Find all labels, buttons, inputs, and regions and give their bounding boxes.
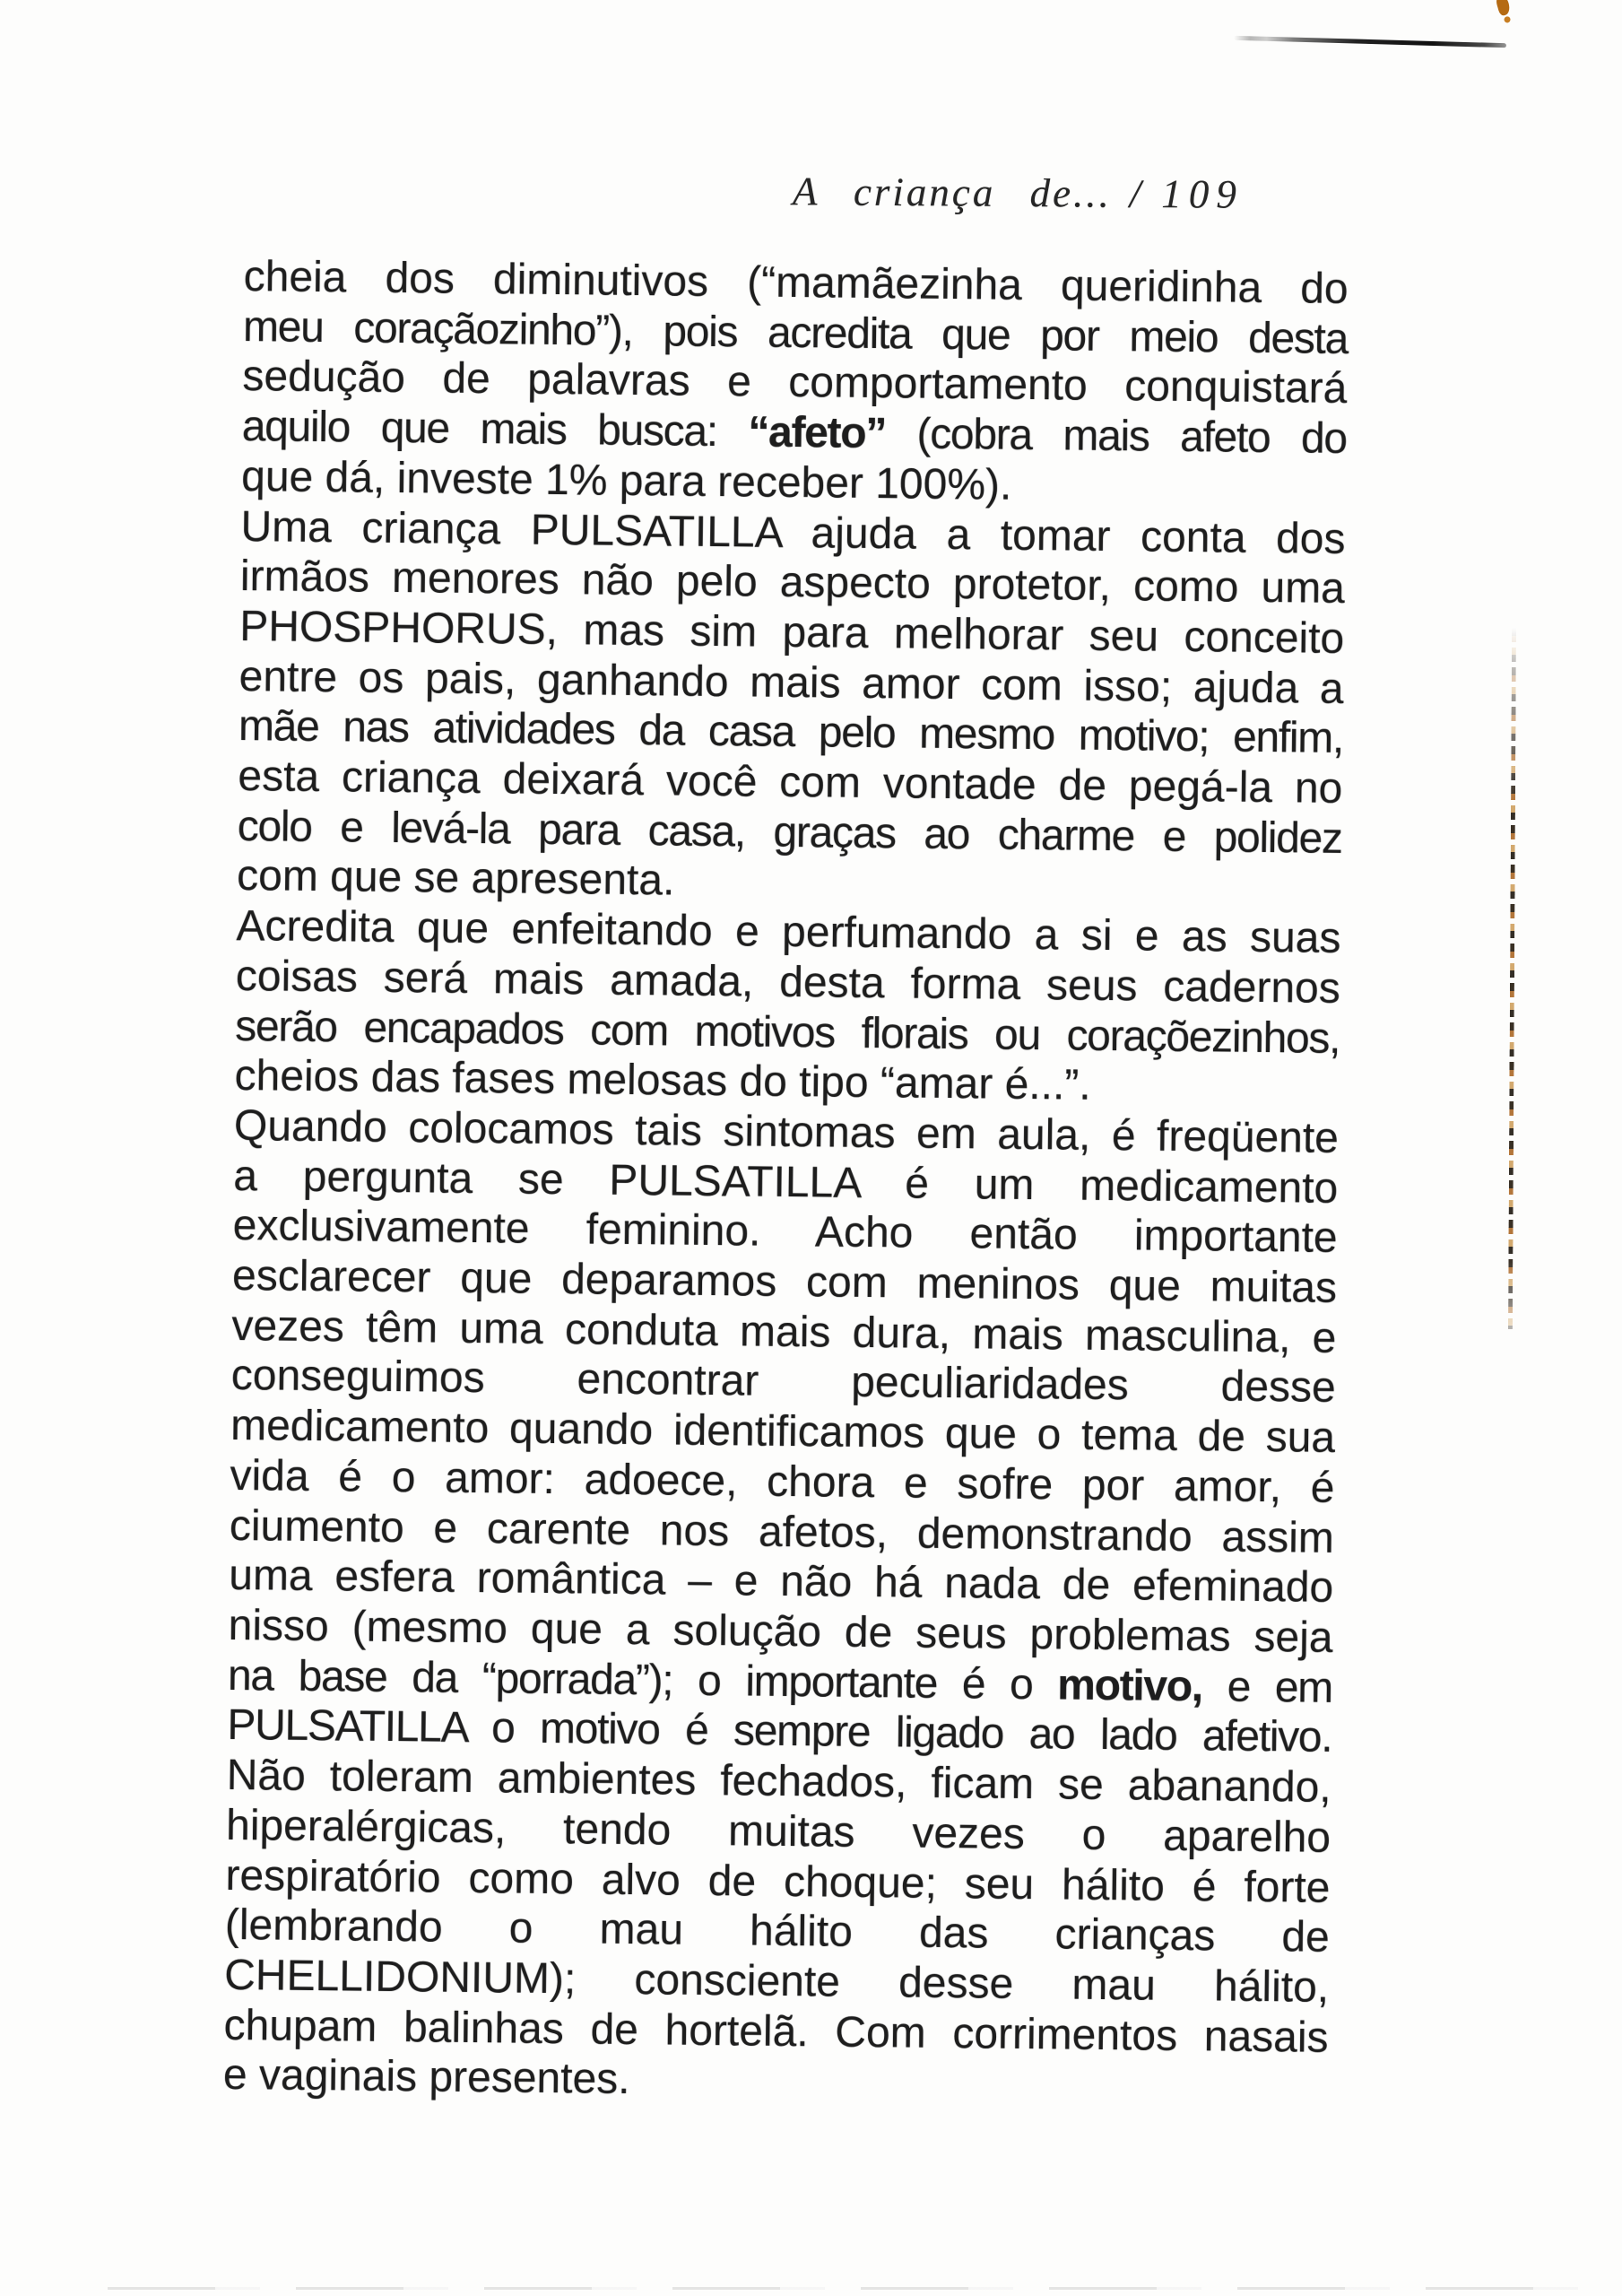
text-segment: conseguimos encontrar peculiaridades desse: [230, 1352, 1337, 1413]
text-segment: irmãos menores não pelo aspecto protetor, como uma: [239, 552, 1346, 613]
text-segment: esta criança deixará você com vontade de pegá-la no: [238, 752, 1343, 813]
text-segment: com que se apresenta.: [236, 852, 675, 905]
text-segment: Quando colocamos tais sintomas em aula, é freqüente: [233, 1101, 1340, 1162]
text-segment: cheia dos diminutivos (“mamãezinha queridinha do: [243, 253, 1349, 313]
text-segment: CHELLIDONIUM); consciente desse mau hálito,: [223, 1951, 1330, 2012]
running-header: [793, 167, 1244, 219]
text-segment: exclusivamente feminino. Acho então importante: [232, 1202, 1338, 1263]
text-segment: e em: [1201, 1662, 1333, 1712]
text-segment: Não toleram ambientes fechados, ficam se abanando,: [226, 1751, 1331, 1812]
text-segment: serão encapados com motivos florais ou coraçõezinhos,: [234, 1002, 1340, 1063]
header-title: A criança de...: [792, 169, 1113, 216]
bottom-edge-scan-artifact: [72, 2287, 1607, 2290]
text-segment: aquilo que mais busca:: [241, 403, 749, 457]
text-segment: (cobra mais afeto do: [885, 410, 1348, 464]
text-segment: esclarecer que deparamos com meninos que muitas: [231, 1252, 1338, 1312]
text-segment: a pergunta se PULSATILLA é um medicamento: [233, 1152, 1339, 1213]
right-edge-scratch-artifact: [1508, 628, 1516, 1329]
pen-scratch-top-artifact: [1234, 36, 1506, 48]
text-block: [223, 252, 1349, 2113]
page-number: 109: [1161, 171, 1245, 217]
text-segment: meu coraçãozinho”), pois acredita que por meio desta: [242, 302, 1349, 363]
text-segment: cheios das fases melosas do tipo “amar é...”.: [234, 1052, 1091, 1110]
text-segment: Uma criança PULSATILLA ajuda a tomar conta dos: [240, 502, 1346, 563]
text-segment: uma esfera romântica – e não há nada de efeminado: [228, 1552, 1334, 1613]
text-segment: e vaginais presentes.: [222, 2051, 630, 2104]
text-segment: hiperalérgicas, tendo muitas vezes o aparelho: [225, 1801, 1331, 1862]
text-segment: vezes têm uma conduta mais dura, mais masculina, e: [231, 1301, 1337, 1362]
text-segment: medicamento quando identificamos que o tema de sua: [230, 1402, 1336, 1463]
text-segment: PHOSPHORUS, mas sim para melhorar seu conceito: [239, 602, 1345, 663]
text-segment: coisas será mais amada, desta forma seus cadernos: [235, 952, 1341, 1013]
header-separator: /: [1129, 170, 1144, 216]
bold-text: “afeto”: [748, 408, 887, 458]
text-segment: sedução de palavras e comportamento conquistará: [242, 352, 1348, 413]
text-segment: PULSATILLA o motivo é sempre ligado ao lado afetivo.: [227, 1701, 1332, 1762]
text-segment: vida é o amor: adoece, chora e sofre por amor, é: [230, 1451, 1335, 1512]
text-segment: (lembrando o mau hálito das crianças de: [224, 1901, 1331, 1962]
bold-text: motivo,: [1056, 1661, 1203, 1710]
text-segment: mãe nas atividades da casa pelo mesmo motivo; enfim,: [238, 702, 1344, 763]
corner-tick-artifact: [1495, 0, 1512, 16]
text-segment: Acredita que enfeitando e perfumando a si e as suas: [236, 902, 1341, 963]
text-segment: na base da “porrada”); o importante é o: [227, 1651, 1058, 1709]
text-segment: entre os pais, ganhando mais amor com isso; ajuda a: [239, 652, 1344, 713]
text-segment: chupam balinhas de hortelã. Com corrimentos nasais: [223, 2001, 1329, 2062]
text-segment: respiratório como alvo de choque; seu hálito é forte: [225, 1851, 1331, 1912]
text-segment: colo e levá-la para casa, graças ao charme e polidez: [237, 802, 1342, 863]
text-segment: ciumento e carente nos afetos, demonstrando assim: [229, 1501, 1335, 1562]
text-segment: que dá, investe 1% para receber 100%).: [240, 452, 1012, 509]
text-segment: nisso (mesmo que a solução de seus problemas seja: [228, 1601, 1333, 1662]
